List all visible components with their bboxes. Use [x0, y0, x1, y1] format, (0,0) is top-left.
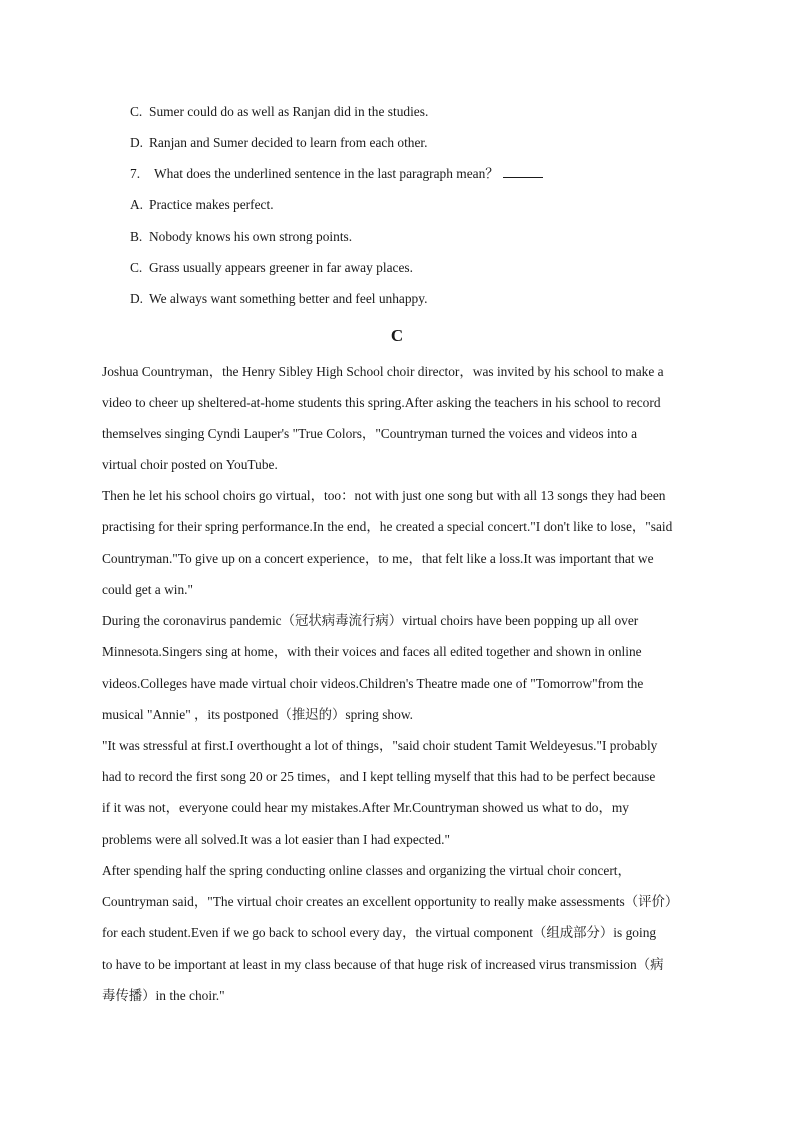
- q6-option-d: [130, 133, 428, 153]
- question-7: [130, 164, 543, 184]
- passage-line: Joshua Countryman，the Henry Sibley High School choir director，was invited by his school to make a: [102, 364, 664, 379]
- option-letter: C.: [130, 104, 143, 119]
- passage-line: had to record the first song 20 or 25 times，and I kept telling myself that this had to be perfect because: [102, 769, 656, 784]
- passage-line: to have to be important at least in my class because of that huge risk of increased virus transmission（病: [102, 957, 664, 972]
- passage-line: if it was not，everyone could hear my mistakes.After Mr.Countryman showed us what to do，my: [102, 800, 629, 815]
- option-letter: C.: [130, 260, 143, 275]
- option-letter: D.: [130, 291, 144, 306]
- option-letter: D.: [130, 135, 144, 150]
- q7-option-b: [130, 227, 352, 247]
- passage-line: During the coronavirus pandemic（冠状病毒流行病）virtual choirs have been popping up all over: [102, 613, 639, 628]
- passage-line: themselves singing Cyndi Lauper's "True Colors，"Countryman turned the voices and videos into a: [102, 426, 638, 441]
- option-text: Ranjan and Sumer decided to learn from each other.: [149, 135, 428, 150]
- option-letter: A.: [130, 197, 144, 212]
- option-text: Grass usually appears greener in far away places.: [149, 260, 413, 275]
- passage-line: for each student.Even if we go back to school every day，the virtual component（组成部分）is going: [102, 925, 657, 940]
- q7-option-d: [130, 289, 427, 309]
- passage-line: 毒传播）in the choir.": [102, 988, 225, 1003]
- passage-line: musical "Annie" ，its postponed（推迟的）spring show.: [102, 707, 413, 722]
- q7-option-a: [130, 195, 274, 215]
- passage-line: could get a win.": [102, 582, 193, 597]
- section-title: C: [390, 326, 404, 345]
- option-text: Practice makes perfect.: [149, 197, 274, 212]
- passage-line: After spending half the spring conducting online classes and organizing the virtual choir concert，: [102, 863, 631, 878]
- passage-line: Countryman."To give up on a concert experience，to me，that felt like a loss.It was important that we: [102, 551, 654, 566]
- question-text: What does the underlined sentence in the last paragraph mean？: [154, 166, 499, 181]
- q6-option-c: [130, 102, 428, 122]
- q7-option-c: [130, 258, 413, 278]
- passage-line: Minnesota.Singers sing at home，with their voices and faces all edited together and shown in online: [102, 644, 642, 659]
- option-text: Sumer could do as well as Ranjan did in the studies.: [149, 104, 429, 119]
- option-text: We always want something better and feel unhappy.: [149, 291, 428, 306]
- passage-line: "It was stressful at first.I overthought a lot of things，"said choir student Tamit Weldeyesus."I probably: [102, 738, 658, 753]
- passage-line: Then he let his school choirs go virtual，too：not with just one song but with all 13 songs they had been: [102, 488, 666, 503]
- passage-line: Countryman said，"The virtual choir creates an excellent opportunity to really make assessments（评价）: [102, 894, 679, 909]
- passage-line: video to cheer up sheltered-at-home students this spring.After asking the teachers in his school to record: [102, 395, 661, 410]
- option-letter: B.: [130, 229, 143, 244]
- passage-line: problems were all solved.It was a lot easier than I had expected.": [102, 832, 450, 847]
- passage-line: practising for their spring performance.In the end，he created a special concert."I don't like to lose，"said: [102, 519, 673, 534]
- passage-line: videos.Colleges have made virtual choir videos.Children's Theatre made one of "Tomorrow"from the: [102, 676, 644, 691]
- question-number: 7.: [130, 166, 141, 181]
- option-text: Nobody knows his own strong points.: [149, 229, 353, 244]
- passage-line: virtual choir posted on YouTube.: [102, 457, 278, 472]
- answer-blank: [503, 165, 543, 178]
